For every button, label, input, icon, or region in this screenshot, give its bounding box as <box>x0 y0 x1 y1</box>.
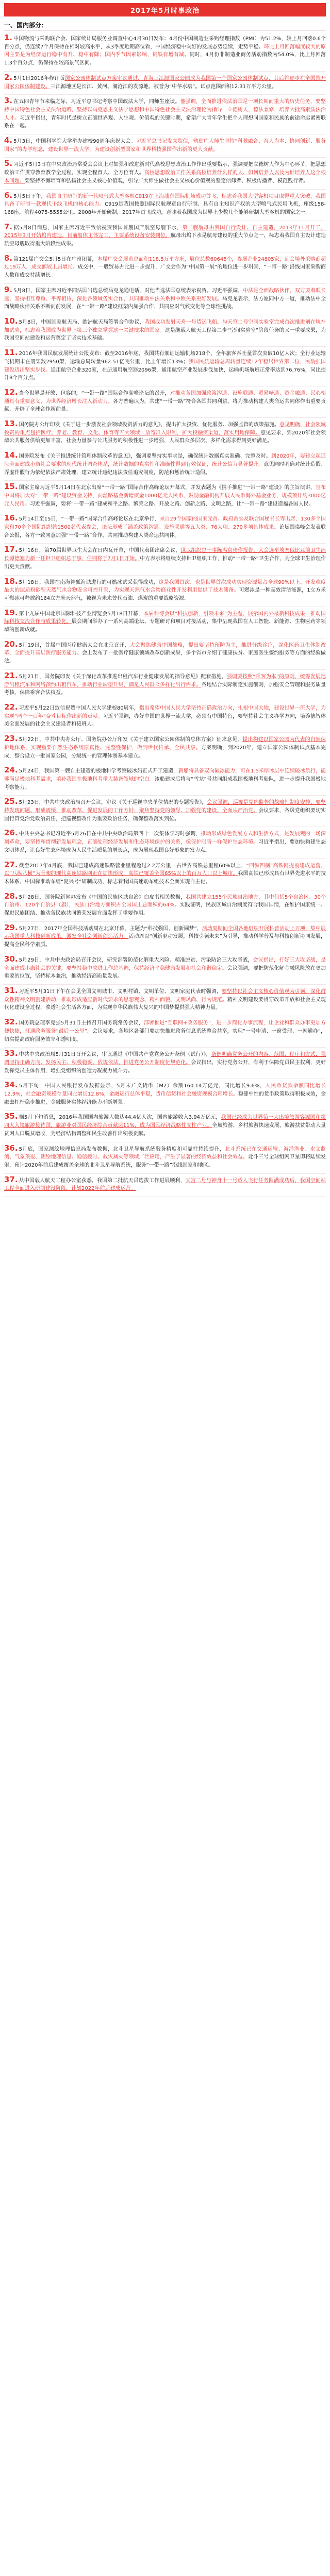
item-text: 第121届广交会5月5日在广州闭幕， <box>13 256 97 262</box>
highlight-text: 到2020年，要建立起适应全面建成小康社会要求的现代统计调查体系，统计数据的真实性和准确性得到有效保证，统计公信力显著提升。 <box>4 453 326 467</box>
news-item <box>4 544 326 575</box>
highlight-text: 天宫二号与神舟十一号载人飞行任务圆满成功后，我国空间站工程全面进入研制建设阶段，计划2022年前后建成运营。 <box>4 1177 326 1192</box>
news-item <box>4 1016 326 1048</box>
news-item <box>4 32 326 72</box>
title-banner <box>4 3 326 16</box>
item-text: 各地结合实际制定实施细则，加强安全管理和服务质量考核，保障乘客合法权益。 <box>4 682 326 696</box>
news-item <box>4 701 326 733</box>
item-text: 会议要求，各级党组织要切实履行管党治党政治责任，把巡视整改作为重要政治任务，确保整改落实到位。 <box>4 808 326 822</box>
item-number: 11. <box>4 348 18 358</box>
highlight-text: 来自29个国家的国家元首、政府首脑及联合国秘书长等出席，130多个国家和70多个国际组织约1500名代表参会，论坛形成了涵盖政策沟通、设施联通等五大类、76大项、270多项具体成果。 <box>4 516 326 531</box>
item-number: 35. <box>4 1112 18 1121</box>
item-text: 我国高铁已形成具有世界先进水平的技术体系，中国标准动车组“复兴号”研制成功，标志着我国高速动车组技术全面实现自主化。 <box>4 871 326 885</box>
item-number: 31. <box>4 985 18 995</box>
highlight-text: 北斗系统已在交通运输、海洋渔业、水文监测、气象预报、测绘地理信息、通信授时、救灾减灾等领域广泛应用，产生了显著的经济效益和社会效益。 <box>4 1146 326 1160</box>
news-item <box>4 418 326 449</box>
item-text: 会议要求，各地区各部门要加快推进政务信息系统整合共享，实现“一号申请、一窗受理、一网通办”，切实提高政府服务效率和透明度。 <box>4 1028 326 1042</box>
item-text: 习近平强调，办好中国的世界一流大学，必须有中国特色，要坚持社会主义办学方向，培养德智体美全面发展的社会主义建设者和接班人。 <box>4 713 326 728</box>
item-number: 37. <box>4 1174 18 1184</box>
item-text: 马克龙表示，法方愿同中方一道，推动法中全面战略伙伴关系不断向前发展，在“一带一路”建设框架内加强合作，共同应对气候变化等全球性挑战。 <box>4 296 326 310</box>
item-text: 习近平强调，要将“一带一路”建成和平之路、繁荣之路、开放之路、创新之路、文明之路，让“一带一路”建设造福各国人民。 <box>30 501 314 507</box>
news-item <box>4 1110 326 1142</box>
item-text: 国务院总理李克强5月31日主持召开国务院常务会议， <box>19 1020 144 1026</box>
news-item <box>4 607 326 638</box>
item-number: 2. <box>4 72 13 82</box>
highlight-text: 部署推进“互联网+政务服务”，进一步简化办事流程，让企业和群众办事更加方便快捷，打通政务服务“最后一公里”。 <box>4 1020 326 1034</box>
item-text: 会上发布了一批医疗健康领域改革创新成果，多个省市介绍了健康扶贫、家庭医生签约服务等方面的经验做法。 <box>4 650 326 665</box>
item-text: 第十九届中国北京国际科技产业博览会5月18日开幕， <box>19 611 144 617</box>
news-item <box>4 134 326 158</box>
item-text: 中国物流与采购联合会、国家统计局服务业调查中心4月30日发布：4月份中国制造业采购经理指数（PMI）为51.2%，较上月回落0.6个百分点，仍连续7个月保持在相对较高水平，从3季度近期高位看，中国经济稳中向好的发展态势延续，走势平稳。 <box>4 36 326 50</box>
news-item <box>4 1174 326 1197</box>
item-text: 习近平5月31日下午在会见全国文明城市、文明村镇、文明单位、文明家庭代表时强调， <box>19 988 222 995</box>
item-number: 32. <box>4 1017 18 1027</box>
highlight-text: 我国共建立155个民族自治地方，其中包括5个自治区、30个自治州、120个自治县（旗），民族自治地方面积占全国国土总面积的64%。 <box>4 894 326 908</box>
news-item <box>4 1079 326 1110</box>
item-number: 15. <box>4 482 18 492</box>
highlight-text: 中法是全面战略伙伴，双方要着眼长远，坚持相互尊重、平等相待，深化各领域务实合作，共同推动中法关系和中欧关系更好发展。 <box>4 288 326 302</box>
item-text: 5月22日，中共中央办公厅、国务院办公厅印发《关于建立国家公园体制的总体方案》征求意见， <box>19 737 243 743</box>
item-text: 可燃冰是一种高效清洁能源，1立方米可燃冰可释放约164立方米天然气，被视为未来替代石油、煤炭的重要战略资源。 <box>4 587 326 601</box>
highlight-text: 指出希望中国人民大学坚持正确政治方向，扎根中国大地，建设世界一流大学，为实现“两个一百年”奋斗目标作出新的贡献。 <box>4 705 326 719</box>
item-text: 截至2017年4月底，我国已建成高速铁路营业里程超过2.2万公里，占世界高铁总里程60%以上， <box>19 863 246 869</box>
news-item <box>4 72 326 95</box>
item-text: 该船建成后将与“雪龙”号共同组成我国极地科考船队，进一步提升我国极地考察能力。 <box>4 776 326 790</box>
news-item <box>4 733 326 764</box>
item-number: 8. <box>4 253 13 263</box>
item-text: 三江源地区是长江、黄河、澜沧江的发源地，被誉为“中华水塔”。试点范围面积12.31万平方公里。 <box>51 83 277 90</box>
item-text: 意见同时明确对统计造假、弄虚作假行为依纪依法严肃处理，建立统计违纪违法责任追究制度，防范和惩治统计造假。 <box>4 461 326 476</box>
highlight-text: 本届科博会以“科技创新，引领未来”为主题，展示国内外最新科技成果，推动国际科技交流合作与成果转化。 <box>4 611 326 625</box>
item-text: 中共中央总书记习近平5月26日在中共中央政治局第四十一次集体学习时强调， <box>19 831 201 837</box>
highlight-text: 本届广交会展览总面积118.5万平方米，展位总数60645个，参展企业24805家，到会境外采购商超过19万人，成交额较上届增长。 <box>4 256 326 271</box>
highlight-text: 人民币贷款余额同比增长12.9%，社会融资规模存量同比增长12.8%，金融运行总体平稳，货币信贷和社会融资规模合理增长。 <box>4 1083 326 1098</box>
item-text: 5月下旬，中国人民银行发布数据显示，5月末广义货币（M2）余额160.14万亿元，同比增长9.6%， <box>19 1083 266 1089</box>
highlight-text: 这是我国首次、也是世界首次成功实现资源量占全球90%以上、开发难度最大的泥质粉砂型天然气水合物安全可控开采，为实现天然气水合物商业性开发利用提供了技术储备。 <box>4 579 326 594</box>
item-text: 5月底，国家测绘地理信息局发布数据，北斗卫星导航系统服务精度和可靠性持续提升， <box>19 1146 225 1152</box>
news-item <box>4 859 326 890</box>
item-number: 30. <box>4 954 18 964</box>
item-number: 33. <box>4 1049 18 1058</box>
item-text: 5月21日，国务院印发《关于深化改革推进出租汽车行业健康发展的指导意见》配套措施， <box>19 674 227 680</box>
item-number: 5. <box>4 159 13 169</box>
news-item <box>4 670 326 701</box>
news-item <box>4 1048 326 1079</box>
highlight-text: 提出构建以国家公园为代表的自然保护地体系，实现重要自然生态系统原真性、完整性保护，做到世代传承、全民共享。 <box>4 737 326 751</box>
divider <box>4 30 326 31</box>
highlight-text: 高校思想政治工作关系高校培养什么样的人、如何培养人以及为谁培养人这个根本问题。 <box>4 170 326 184</box>
item-text: 要坚持不懈培育和弘扬社会主义核心价值观，引导广大师生做社会主义核心价值观的坚定信仰者、积极传播者、模范践行者。 <box>25 178 308 184</box>
item-number: 29. <box>4 922 18 932</box>
item-number: 23. <box>4 734 18 744</box>
item-text: C919是我国按照国际民航规章自行研制、具有自主知识产权的大型喷气式民用飞机，座级158-168座，航程4075-5555公里。2008年开始研制，2017年首飞成功，意味着我国成为世界上少数几个能够研制大型客机的国家之一。 <box>4 201 326 215</box>
item-number: 18. <box>4 576 18 586</box>
item-text: 5月1日2016年修订版 <box>13 75 65 81</box>
item-number: 7. <box>4 222 13 231</box>
item-text: 中方表示将继续支持世卫组织工作，推动“一带一路”卫生合作，为全球卫生治理作出更大贡献。 <box>4 556 326 570</box>
item-text: 全域旅游、乡村旅游快速发展，旅游扶贫带动大量贫困人口脱贫增收，为经济结构调整和民生改善作出积极贡献。 <box>4 1123 326 1137</box>
highlight-text: 我国自主研制的新一代喷气式大型客机C919在上海浦东国际机场成功首飞，标志着我国大型客机项目取得重大突破，我国具备了研制一款现代干线飞机的核心能力。 <box>4 193 326 208</box>
page-title: 2017年5月时事政治 <box>130 7 200 15</box>
item-text: 稳健中性的货币政策取得积极成效，金融去杠杆稳步推进，金融服务实体经济能力不断增强。 <box>4 1091 326 1105</box>
highlight-text: 我国已经成为世界第一大出境旅游客源国和第四大入境旅游接待国，旅游业对国民经济综合贡献达11%，成为国民经济战略性支柱产业。 <box>4 1115 326 1129</box>
item-number: 20. <box>4 639 18 649</box>
item-number: 3. <box>4 96 13 106</box>
highlight-text: 第二艘航母由我国自行设计、自主建造，2013年11月开工，2015年3月开始坞内建造，目前船体主体完工，主要系统设备安装到位。 <box>4 225 326 239</box>
item-text: 活动周以“创新驱动发展，科技引领未来”为引导，推动科学普及与科技创新协同发展，提高全民科学素质。 <box>4 934 326 948</box>
highlight-text: 推动形成绿色发展方式和生活方式，是发展观的一场深刻革命，要坚持和贯彻新发展理念，正确处理经济发展和生态环境保护的关系，像保护眼睛一样保护生态环境。 <box>4 831 326 846</box>
item-text: 5月29日，中共中央政治局召开会议，研究部署防范化解重大风险、精准脱贫、污染防治三大攻坚战， <box>19 957 253 963</box>
highlight-text: 意见明确，社会领域投资的重点包括医疗、养老、教育、文化、体育等五大领域，放宽准入限制，扩大投融资渠道，落实用地保障。 <box>4 422 326 436</box>
news-item <box>4 315 326 347</box>
highlight-text: “四纵四横”高铁网提前建成运营，以“八纵八横”为骨架的现代高速铁路网正在加快形成，高铁已覆盖全国65%以上的百万人口以上城市。 <box>4 863 326 877</box>
item-text: 论坛圆桌峰会发表联合公报，各方一致同意加强“一带一路”合作，共同推动构建人类命运共同体。 <box>4 525 326 538</box>
item-text: 这是继载人航天工程第二步“空间实验室”阶段任务的又一重要成果，为我国空间站建设和运营奠定了坚实技术基础。 <box>4 327 326 342</box>
news-item <box>4 1142 326 1174</box>
highlight-text: 国家公园体制试点方案审议通过，青海三江源国家公园成为我国第一个国家公园体制试点，其后将逐步在全国推开国家公园体制建设。 <box>4 75 326 90</box>
news-item <box>4 985 326 1016</box>
item-text: 5月28日，国务院新闻办发布《中国的民族区域自治》白皮书相关数据， <box>19 894 186 900</box>
item-number: 17. <box>4 545 18 554</box>
item-number: 10. <box>4 316 18 326</box>
news-item <box>4 638 326 670</box>
item-text: 习近平指出，要加快构建生态文明体系，让良好生态环境成为人民生活质量的增长点，成为展现我国良好形象的发力点。 <box>4 839 326 853</box>
item-text: 北斗三号全球组网卫星即将陆续发射，预计2020年前后建成覆盖全球的北斗卫星导航系统，服务“一带一路”沿线国家和地区。 <box>4 1154 326 1168</box>
item-text: 国务院发布《关于推进统计管理体制改革的意见》，强调要坚持实事求是，确保统计数据真实准确、完整及时。 <box>19 453 271 460</box>
highlight-text: 条例明确党务公开的内容、范围、程序和方式，强调坚持正确方向、发扬民主、积极稳妥、依规依法，推进党务公开制度化规范化。 <box>4 1052 326 1066</box>
item-text: 同时，4月份非制造业商务活动指数为54.0%，比上月回落1.3个百分点，仍保持在较高景气区间。 <box>4 52 326 66</box>
highlight-text: 对推动各国加强政策沟通、设施联通、贸易畅通、资金融通、民心相通具有重要意义，为世界经济增长注入新动力。 <box>4 390 326 405</box>
item-number: 21. <box>4 670 18 680</box>
highlight-text: 会议指出，打好三大攻坚战，是全面建成小康社会的关键，要坚持稳中求进工作总基调，保持经济平稳健康发展和社会和谐稳定。 <box>4 957 326 971</box>
news-item <box>4 953 326 985</box>
item-text: 精神文明建设要贯穿改革开放和社会主义现代化建设全过程，渗透社会生活各方面，为实现中华民族伟大复兴的中国梦提供强大精神力量。 <box>4 997 326 1011</box>
news-item <box>4 481 326 512</box>
item-number: 4. <box>4 136 13 145</box>
item-number: 6. <box>4 190 13 200</box>
item-number: 9. <box>4 284 13 294</box>
item-text: 2016年我国民航发展统计公报发布：截至2016年底，我国共有颁证运输机场218个，全年旅客吞吐量首次突破10亿人次；全行业运输飞机期末在册架数2950架，运输总周转量962.51亿吨公里，比上年增长13%； <box>4 351 326 365</box>
item-text: 据5月下旬消息，2016年我国国内旅游人数达44.4亿人次，国内旅游收入3.94万亿元， <box>19 1115 221 1121</box>
item-text: 5月3日，中国科学院大学举办建校90周年庆祝大会。 <box>13 139 136 145</box>
item-text: 通用航空企业320家，在册通用航空器2096架，通用航空产业发展步伐加快，运输机场航班正常率达到76.76%，同比提升8个百分点。 <box>4 367 326 381</box>
news-item <box>4 827 326 858</box>
item-number: 19. <box>4 608 18 617</box>
item-text: 习近平5月3日在中央政治局常委会会议上对加强和改进新时代高校思想政治工作作出重要指示，强调要把立德树人作为中心环节，把思想政治工作贯穿教育教学全过程，实现全程育人、全方位育人。 <box>4 162 326 176</box>
item-text: 各方普遍认为，共建“一带一路”符合各国共同利益，将为推动构建人类命运共同体作出重要贡献，开辟了全球合作新前景。 <box>4 398 326 413</box>
item-number: 12. <box>4 387 18 397</box>
item-text: 航母出坞下水是航母建设的重大节点之一，标志着我国自主设计建造航空母舰取得重大阶段性成果。 <box>4 233 326 247</box>
news-item <box>4 95 326 134</box>
news-item <box>4 890 326 922</box>
item-text: 5月14日至15日，“一带一路”国际合作高峰论坛在北京举行， <box>19 516 160 523</box>
item-text: 实践证明，民族区域自治制度符合我国国情，在维护国家统一、促进民族团结、推动各民族共同繁荣发展方面发挥了重要作用。 <box>4 902 326 917</box>
news-item <box>4 576 326 607</box>
item-text: 从中国载人航天工程办公室获悉，我国第二批航天员选拔工作进展顺利， <box>19 1177 186 1184</box>
highlight-text: 活动周期间全国各地组织开展科普活动上万项，集中展示我国重大科技创新成果，激发全社会创新创造活力。 <box>4 925 326 940</box>
item-text: 当今世界是开放、包容的，“一带一路”国际合作高峰论坛的召开， <box>19 390 170 396</box>
section-heading: 一、国内部分： <box>4 22 48 29</box>
news-item <box>4 158 326 189</box>
item-text: 在五四青年节来临之际，习近平总书记考察中国政法大学，同师生座谈。 <box>13 99 180 105</box>
item-text: 习近平指出，青年时代是树立正确世界观、人生观、价值观的关键时期，希望广大青年学生把个人理想同国家和民族的前途命运紧密联系在一起。 <box>4 115 326 129</box>
news-item <box>4 449 326 481</box>
item-number: 24. <box>4 765 18 775</box>
highlight-text: 我国民航运输总周转量连续12年稳居世界第二位，民航强国建设迈出坚实步伐。 <box>4 359 326 373</box>
item-text: 习近平5月22日致信祝贺中国人民大学建校80周年， <box>19 705 139 711</box>
item-text: 会议指出，实行党务公开，有利于保障党员民主权利，更好发挥党员主体作用，增强党组织的创造力凝聚力战斗力。 <box>4 1059 326 1074</box>
item-text: 5月16日，第70届世界卫生大会在日内瓦开幕，中国代表团出席会议， <box>19 548 181 554</box>
highlight-text: 要坚持以社会主义核心价值观为引领，深化群众性精神文明创建活动，推动形成适应新时代要求的思想观念、精神面貌、文明风尚、行为规范。 <box>4 988 326 1003</box>
item-text: 意见要求，到2020年社会领域公共服务供给更加丰富，社会力量参与公共服务的积极性进一步增强，人民群众多层次、多样化需求得到更好满足。 <box>4 430 326 444</box>
item-number: 34. <box>4 1080 18 1090</box>
item-number: 1. <box>4 33 13 42</box>
item-text: 5月8日，国家主席习近平同法国当选总统马克龙通电话，对他当选法国总统表示祝贺。习近平强调， <box>13 288 243 294</box>
item-text: 成交中，一般贸易占比进一步提升，广交会作为“中国第一展”的地位进一步巩固，“一带一路”沿线国家采购商人数和成交持续增长。 <box>4 264 326 279</box>
item-text: 据5月8日消息，国家主席习近平致信祝贺我国首艘国产航空母舰下水， <box>13 225 183 231</box>
news-item <box>4 252 326 284</box>
item-text: 展会期间举办了一系列高端论坛、专题研讨和项目对接活动，集中呈现我国在人工智能、新能源、生物医药等领域的创新成就。 <box>4 619 326 633</box>
item-number: 28. <box>4 891 18 901</box>
item-text: 5月19日，首届中国医疗健康大会在北京召开， <box>19 642 130 648</box>
highlight-text: 宣布中国将加大对“一带一路”建设资金支持，向丝路基金新增资金1000亿元人民币，鼓励金融机构开展人民币海外基金业务，规模预计约3000亿元人民币。 <box>4 485 326 507</box>
item-text: 5月18日，我国在南海神狐海域进行的可燃冰试采获得成功， <box>19 579 159 585</box>
news-item <box>4 347 326 386</box>
highlight-text: 我国成功发射天舟一号货运飞船，与天宫二号空间实验室完成首次推进剂在轨补加试验，标志着我国成为世界上第三个独立掌握这一关键技术的国家。 <box>4 319 326 333</box>
highlight-text: 世卫组织总干事陈冯富珍作报告，大会选举埃塞俄比亚前卫生部长谭德塞为新一任世卫组织总干事，任期将于7月1日开始。 <box>4 548 326 562</box>
item-number: 26. <box>4 828 18 838</box>
item-number: 16. <box>4 513 18 523</box>
news-item <box>4 386 326 418</box>
item-text: 5月5日下午， <box>13 193 46 199</box>
news-list <box>4 32 326 1197</box>
item-text: 5月23日，中共中央政治局召开会议，审议《关于巡视中央单位情况的专题报告》， <box>19 800 207 806</box>
news-item <box>4 190 326 221</box>
item-text: 5月27日，2017年全国科技活动周在北京开幕，主题为“科技强国，创新圆梦”， <box>19 925 202 932</box>
news-item <box>4 284 326 315</box>
item-text: 国务院办公厅印发《关于进一步激发社会领域投资活力的意见》，提出扩大投资、优化服务、加强监管的政策措施。 <box>19 422 279 428</box>
item-number: 22. <box>4 702 18 712</box>
page <box>0 3 330 2576</box>
item-text: 中共中央政治局5月31日召开会议，审议通过《中国共产党党务公开条例（试行）》， <box>19 1052 211 1058</box>
highlight-text: 环比上月回落幅度较大的原因主要是为经济运行稳中有升、稳中有降；国内季节因素影响，钢铁有增有减。 <box>4 44 326 58</box>
item-number: 13. <box>4 419 18 429</box>
news-item <box>4 221 326 252</box>
item-text: 5月8日，中国国家航天局、欧洲航天局签署合作协议， <box>19 319 145 325</box>
item-number: 25. <box>4 797 18 806</box>
news-item <box>4 796 326 827</box>
highlight-text: 习近平总书记发来贺信，勉励广大师生坚持“科教融合、育人为本、协同创新、服务国家”的办学理念，建设世界一流大学，为建设创新型国家和世界科技强国作出新的更大贡献。 <box>4 139 326 153</box>
item-number: 36. <box>4 1143 18 1153</box>
highlight-text: 会议强调，巡视是党内监督的战略性制度安排，要坚持发现问题、形成震慑，推动改革、促进发展的工作方针，聚焦坚持党的领导、加强党的建设、全面从严治党。 <box>4 800 326 814</box>
item-text: 会议强调，要把防范化解金融风险放在更加重要的位置，坚持标本兼治，推动经济高质量发展。 <box>4 965 326 980</box>
news-item <box>4 764 326 796</box>
news-item <box>4 512 326 544</box>
highlight-text: 新船将具备双向破冰能力，可在1.5米厚冰层中连续破冰航行，能够满足极地科考需求，填补我国在极地科考重大装备领域的空白。 <box>4 768 326 782</box>
item-text: 国家主席习近平5月14日在北京出席“一带一路”国际合作高峰论坛开幕式，并发表题为《携手推进“一带一路”建设》的主旨演讲， <box>19 485 316 491</box>
item-text: 5月24日，我国第一艘自主建造的极地科学考察破冰船正式开工建造， <box>19 768 178 775</box>
highlight-text: 强调要按照“乘客为本”的原则，统筹发展巡游出租汽车和网络预约出租汽车，推动行业转型升级，满足人民群众多样化出行需求。 <box>4 674 326 688</box>
item-number: 14. <box>4 450 18 460</box>
highlight-text: 大会聚焦健康中国战略，提出要坚持预防为主，推进分级诊疗，深化医药卫生体制改革，全面提升基层医疗服务能力。 <box>4 642 326 656</box>
item-number: 27. <box>4 860 18 869</box>
item-text: 方案明确，到2020年，建立国家公园体制试点基本完成，整合设立一批国家公园，分级统一的管理体制基本建立。 <box>4 745 326 759</box>
highlight-text: 他强调，全面推进依法治国是一项长期而重大的历史任务，要坚持中国特色社会主义法治道路，坚持以马克思主义法学思想和中国特色社会主义法治理论为指导，立德树人，德法兼修，培养大批高素质法治人才。 <box>4 99 326 121</box>
news-item <box>4 922 326 953</box>
